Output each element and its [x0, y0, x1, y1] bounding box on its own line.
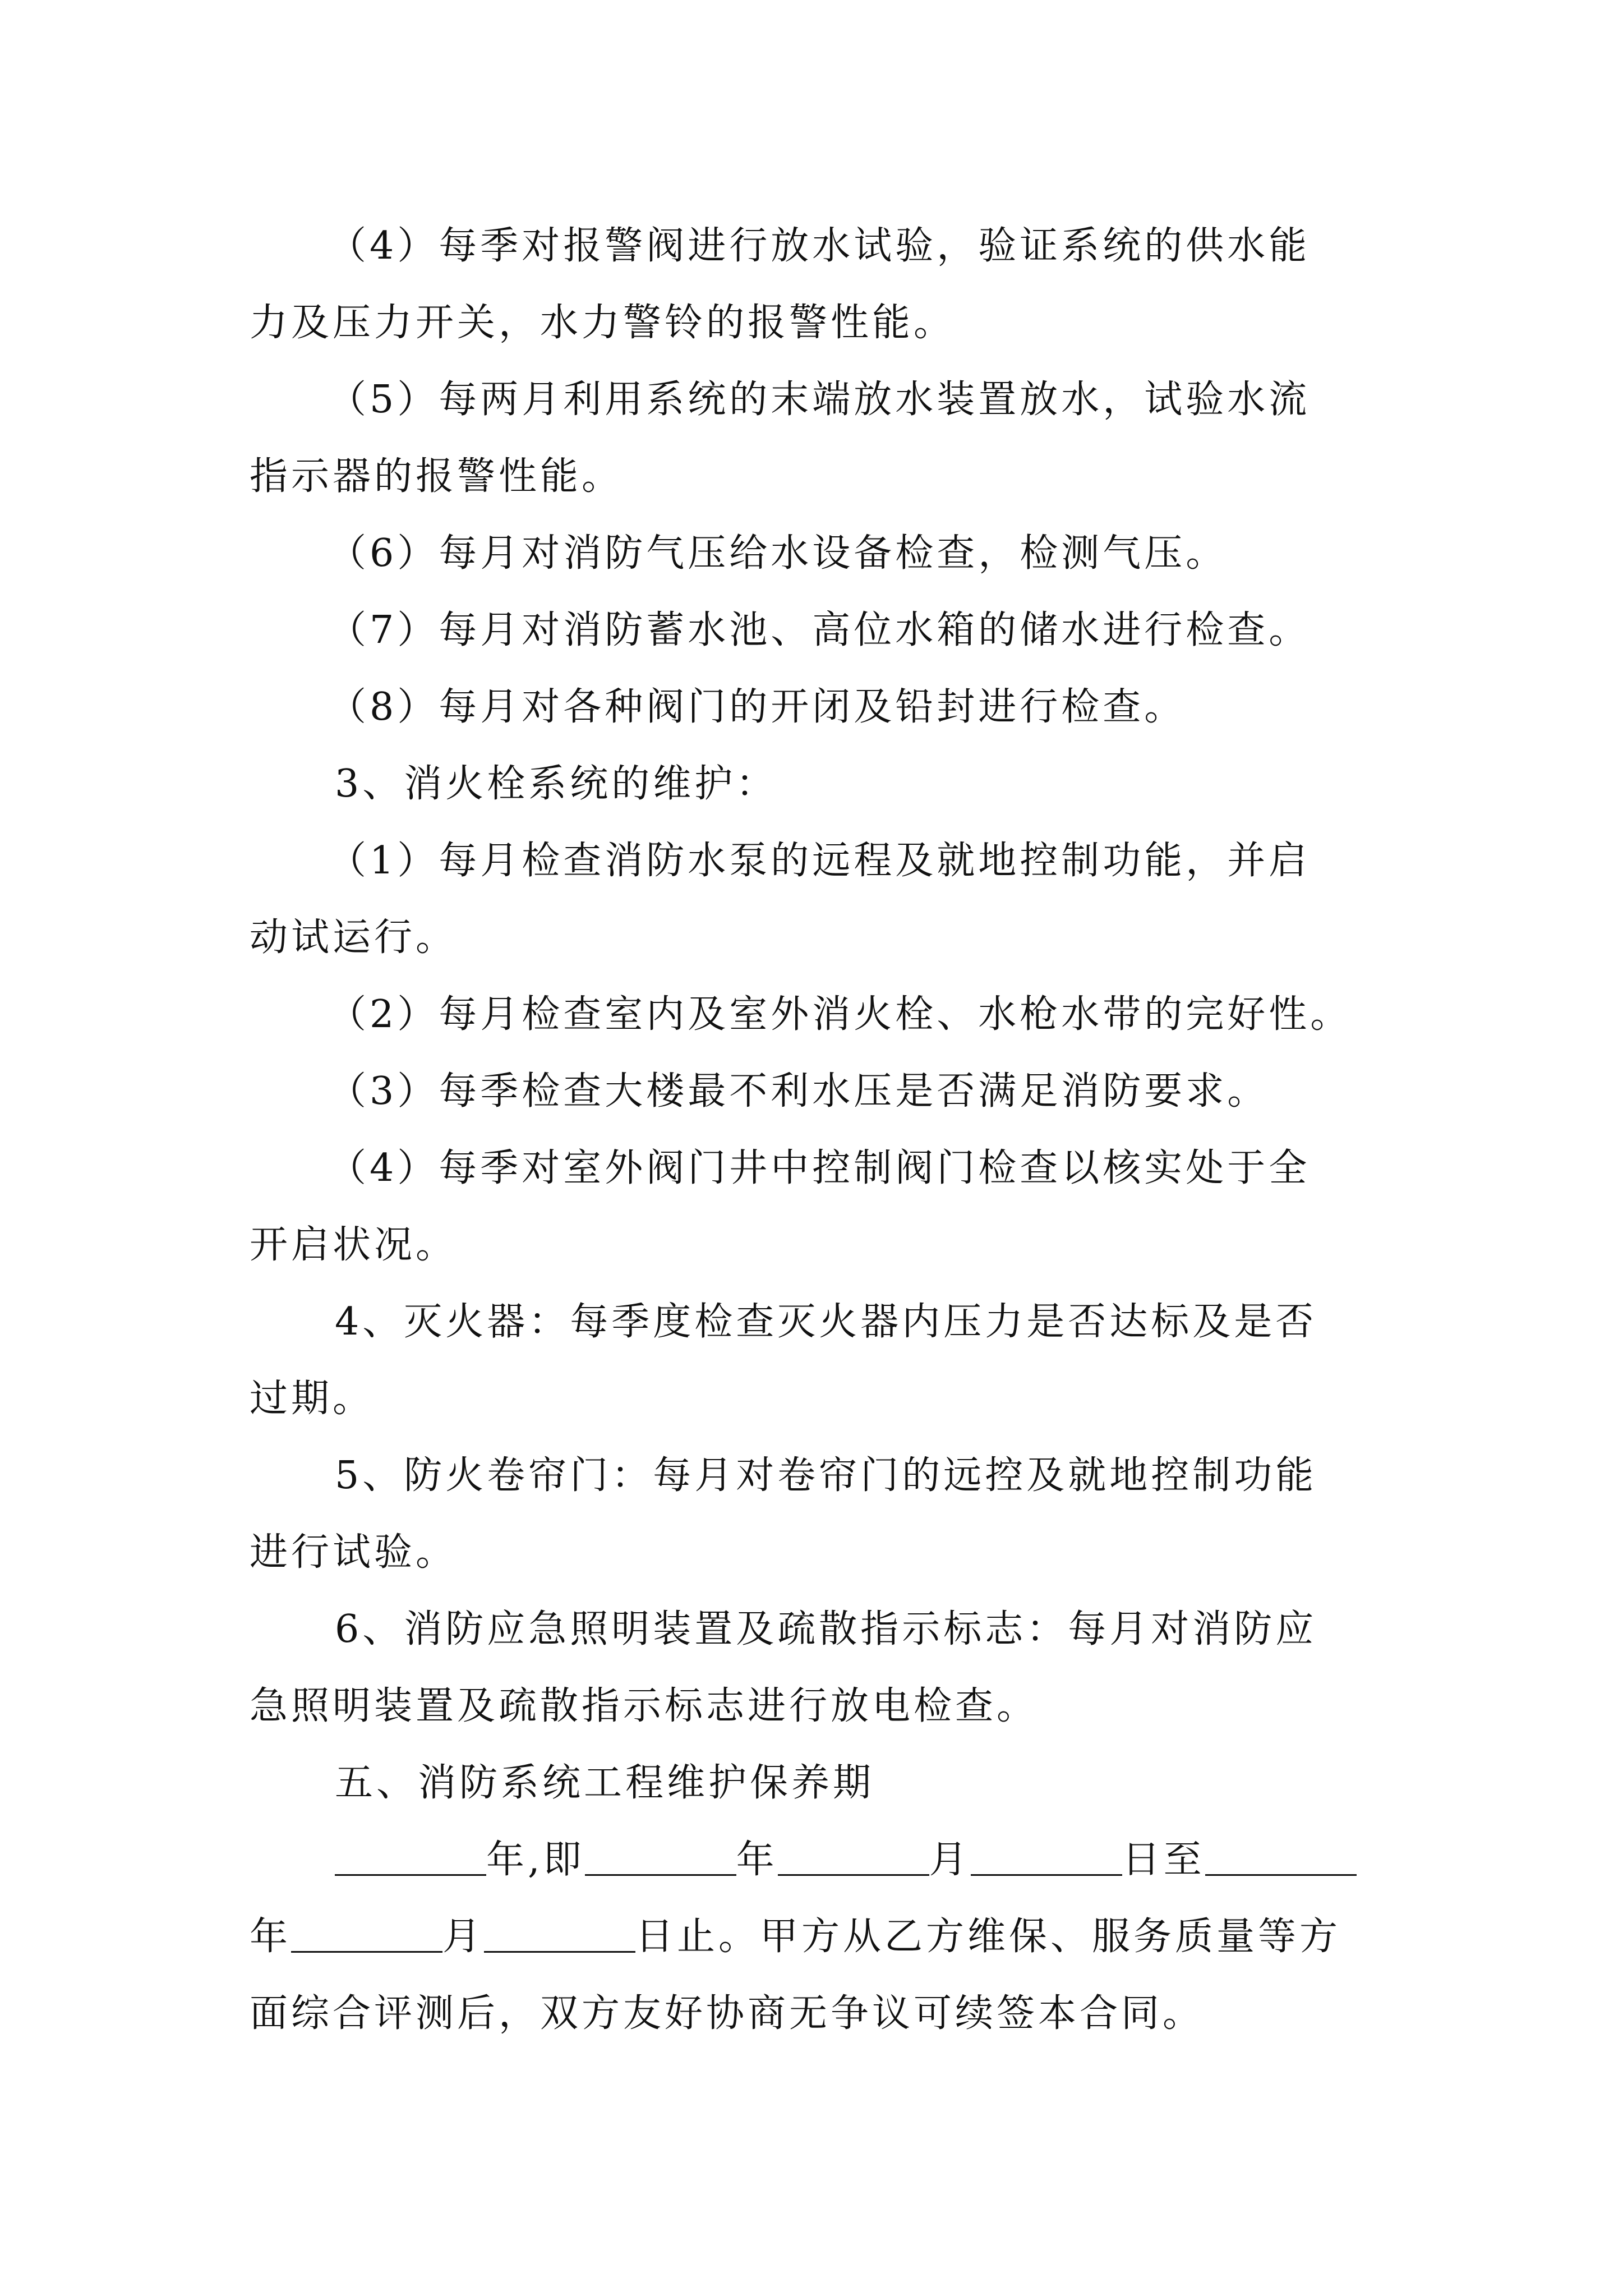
paragraph-line: （3）每季检查大楼最不利水压是否满足消防要求。 [328, 1069, 1269, 1114]
paragraph-line: 急照明装置及疏散指示标志进行放电检查。 [250, 1684, 1039, 1728]
section-heading: 3、消火栓系统的维护： [335, 762, 778, 806]
blank-field [335, 1839, 486, 1876]
paragraph-line: 进行试验。 [250, 1530, 458, 1575]
paragraph-line: 开启状况。 [250, 1223, 458, 1267]
paragraph-line: （8）每月对各种阀门的开闭及铅封进行检查。 [328, 685, 1186, 729]
paragraph-line: 6、消防应急照明装置及疏散指示标志：每月对消防应 [335, 1607, 1317, 1651]
period-text: 月 [929, 1838, 971, 1882]
closing-line: 面综合评测后，双方友好协商无争议可续签本合同。 [250, 1991, 1205, 2036]
blank-field [971, 1839, 1122, 1876]
paragraph-line: （4）每季对报警阀进行放水试验，验证系统的供水能 [328, 224, 1311, 268]
period-line-2 [250, 1898, 1388, 1975]
period-line-1 [250, 1821, 1388, 1898]
paragraph-line: （2）每月检查室内及室外消火栓、水枪水带的完好性。 [328, 992, 1352, 1037]
paragraph-line: （7）每月对消防蓄水池、高位水箱的储水进行检查。 [328, 608, 1311, 652]
blank-field [585, 1839, 736, 1876]
paragraph-line: （5）每两月利用系统的末端放水装置放水，试验水流 [328, 378, 1311, 422]
paragraph-line: 动试运行。 [250, 915, 458, 960]
paragraph-line: （6）每月对消防气压给水设备检查，检测气压。 [328, 531, 1228, 576]
paragraph-line: 4、灭火器：每季度检查灭火器内压力是否达标及是否 [335, 1300, 1317, 1344]
period-text: 年,即 [486, 1838, 585, 1882]
blank-field [1205, 1839, 1357, 1876]
paragraph-line: 指示器的报警性能。 [250, 454, 624, 499]
paragraph-line: 过期。 [250, 1377, 375, 1421]
paragraph-line: （4）每季对室外阀门井中控制阀门检查以核实处于全 [328, 1146, 1311, 1190]
period-text: 年 [736, 1838, 778, 1882]
paragraph-line: 5、防火卷帘门：每月对卷帘门的远控及就地控制功能 [335, 1453, 1317, 1498]
period-text: 日至 [1122, 1838, 1205, 1882]
document-body [250, 208, 1388, 2052]
blank-field [291, 1916, 442, 1953]
paragraph-line: （1）每月检查消防水泵的远程及就地控制功能，并启 [328, 839, 1311, 883]
period-text: 日止。甲方从乙方维保、服务质量等方 [635, 1915, 1341, 1959]
period-text: 月 [442, 1915, 485, 1959]
blank-field [484, 1916, 635, 1953]
paragraph-line: 力及压力开关，水力警铃的报警性能。 [250, 301, 956, 345]
blank-field [778, 1839, 929, 1876]
section-heading: 五、消防系统工程维护保养期 [335, 1761, 875, 1805]
period-text: 年 [250, 1915, 292, 1959]
